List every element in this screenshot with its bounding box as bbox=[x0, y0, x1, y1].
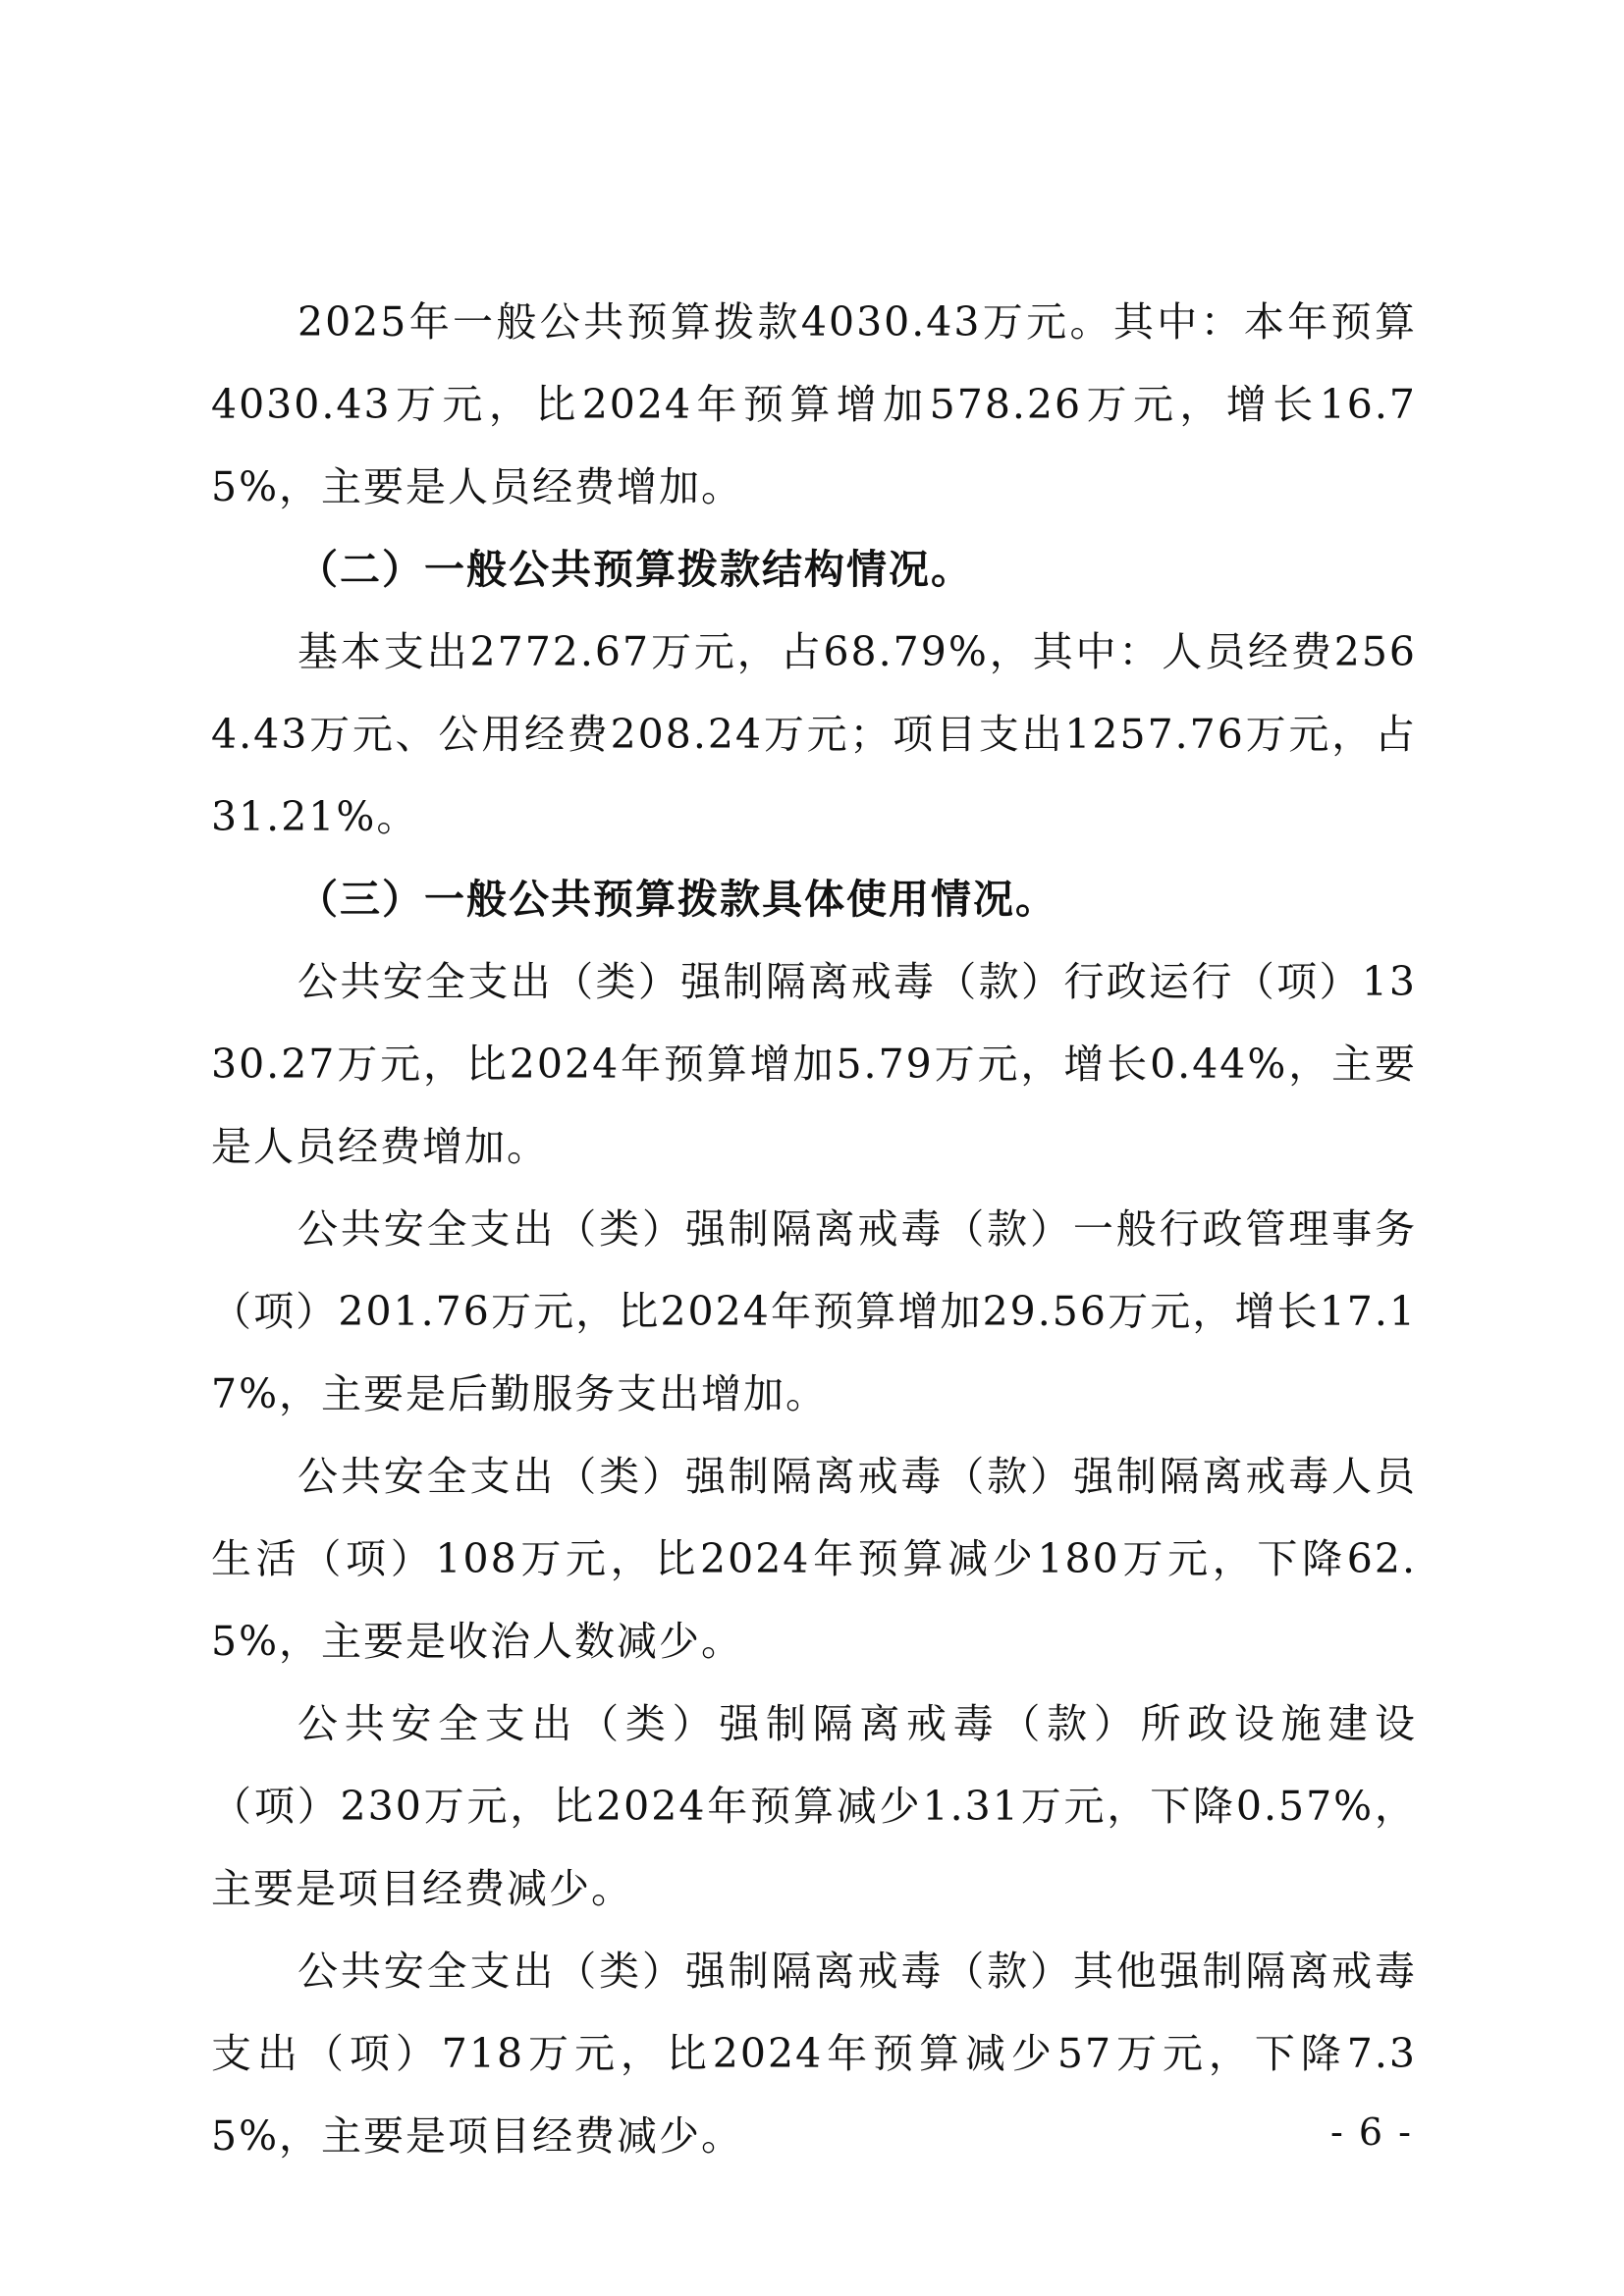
paragraph-structure: 基本支出2772.67万元，占68.79%，其中：人员经费2564.43万元、公用经费208.24万元；项目支出1257.76万元，占31.21%。 bbox=[211, 628, 1417, 840]
paragraph-general-admin: 公共安全支出（类）强制隔离戒毒（款）一般行政管理事务（项）201.76万元，比2024年预算增加29.56万元，增长17.17%，主要是后勤服务支出增加。 bbox=[211, 1205, 1417, 1417]
heading-usage: （三）一般公共预算拨款具体使用情况。 bbox=[298, 876, 1057, 923]
paragraph-detainee-living: 公共安全支出（类）强制隔离戒毒（款）强制隔离戒毒人员生活（项）108万元，比2024年预算减少180万元，下降62.5%，主要是收治人数减少。 bbox=[211, 1453, 1417, 1665]
paragraph-admin-operation: 公共安全支出（类）强制隔离戒毒（款）行政运行（项）1330.27万元，比2024年预算增加5.79万元，增长0.44%，主要是人员经费增加。 bbox=[211, 958, 1417, 1170]
document-body bbox=[211, 281, 1417, 2177]
paragraph-facility-construction: 公共安全支出（类）强制隔离戒毒（款）所政设施建设（项）230万元，比2024年预算减少1.31万元，下降0.57%，主要是项目经费减少。 bbox=[211, 1700, 1417, 1912]
page-number: - 6 - bbox=[1329, 2110, 1413, 2154]
heading-structure: （二）一般公共预算拨款结构情况。 bbox=[298, 546, 973, 593]
paragraph-budget-total: 2025年一般公共预算拨款4030.43万元。其中：本年预算4030.43万元，比2024年预算增加578.26万元，增长16.75%，主要是人员经费增加。 bbox=[211, 298, 1417, 510]
paragraph-other-expenditure: 公共安全支出（类）强制隔离戒毒（款）其他强制隔离戒毒支出（项）718万元，比2024年预算减少57万元，下降7.35%，主要是项目经费减少。 bbox=[211, 1948, 1417, 2160]
